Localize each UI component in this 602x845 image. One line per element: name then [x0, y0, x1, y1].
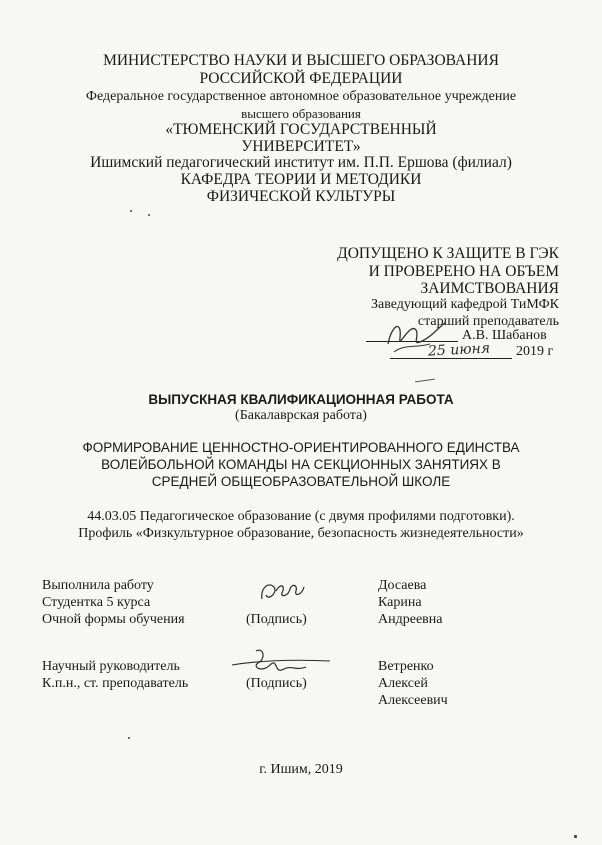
head-name: А.В. Шабанов — [462, 328, 547, 343]
pen-mark — [415, 379, 435, 383]
supervisor-name-1: Ветренко — [378, 659, 434, 674]
institution-type-line-2: высшего образования — [241, 106, 361, 121]
approval-year: 2019 г — [516, 344, 554, 359]
supervisor-signature-caption: (Подпись) — [246, 676, 307, 691]
head-of-department-position: старший преподаватель — [417, 314, 559, 329]
institute-name: Ишимский педагогический институт им. П.П. Ершова (филиал) — [90, 154, 512, 171]
work-subtype: (Бакалаврская работа) — [235, 408, 367, 423]
scan-speck — [128, 737, 130, 739]
work-title-line-2: ВОЛЕЙБОЛЬНОЙ КОМАНДЫ НА СЕКЦИОННЫХ ЗАНЯТИЯХ В — [101, 457, 501, 472]
author-label-2: Студентка 5 курса — [42, 595, 151, 610]
approval-line-2: И ПРОВЕРЕНО НА ОБЪЕМ — [368, 263, 559, 280]
university-line-1: «ТЮМЕНСКИЙ ГОСУДАРСТВЕННЫЙ — [165, 121, 437, 138]
author-name-2: Карина — [378, 595, 422, 610]
university-line-2: УНИВЕРСИТЕТ» — [241, 138, 361, 155]
institution-type-line-1: Федеральное государственное автономное образовательное учреждение — [85, 89, 517, 104]
handwritten-date: 25 июня — [427, 340, 491, 360]
approval-line-1: ДОПУЩЕНО К ЗАЩИТЕ В ГЭК — [337, 245, 559, 262]
scan-speck — [130, 210, 132, 212]
author-signature — [258, 577, 308, 612]
author-label-1: Выполнила работу — [42, 578, 154, 593]
ministry-line-2: РОССИЙСКОЙ ФЕДЕРАЦИИ — [199, 70, 403, 87]
city-year: г. Ишим, 2019 — [259, 762, 343, 777]
scan-speck — [148, 214, 150, 216]
author-name-3: Андреевна — [378, 612, 443, 627]
author-label-3: Очной формы обучения — [42, 612, 185, 627]
head-of-department-title: Заведующий кафедрой ТиМФК — [370, 297, 559, 312]
supervisor-label-2: К.п.н., ст. преподаватель — [42, 676, 189, 691]
author-signature-caption: (Подпись) — [246, 612, 307, 627]
scan-speck — [574, 835, 577, 838]
supervisor-name-3: Алексеевич — [378, 693, 448, 708]
work-type: ВЫПУСКНАЯ КВАЛИФИКАЦИОННАЯ РАБОТА — [148, 392, 454, 407]
supervisor-label-1: Научный руководитель — [42, 659, 180, 674]
ministry-line-1: МИНИСТЕРСТВО НАУКИ И ВЫСШЕГО ОБРАЗОВАНИЯ — [103, 52, 499, 69]
specialty: 44.03.05 Педагогическое образование (с двумя профилями подготовки). — [87, 509, 515, 524]
department-line-1: КАФЕДРА ТЕОРИИ И МЕТОДИКИ — [180, 171, 422, 188]
work-title-line-3: СРЕДНЕЙ ОБЩЕОБРАЗОВАТЕЛЬНОЙ ШКОЛЕ — [151, 474, 451, 489]
department-line-2: ФИЗИЧЕСКОЙ КУЛЬТУРЫ — [206, 188, 396, 205]
approval-line-3: ЗАИМСТВОВАНИЯ — [420, 280, 559, 297]
supervisor-name-2: Алексей — [378, 676, 428, 691]
profile: Профиль «Физкультурное образование, безопасность жизнедеятельности» — [78, 526, 524, 541]
work-title-line-1: ФОРМИРОВАНИЕ ЦЕННОСТНО-ОРИЕНТИРОВАННОГО ЕДИНСТВА — [82, 440, 520, 455]
author-name-1: Досаева — [378, 578, 427, 593]
